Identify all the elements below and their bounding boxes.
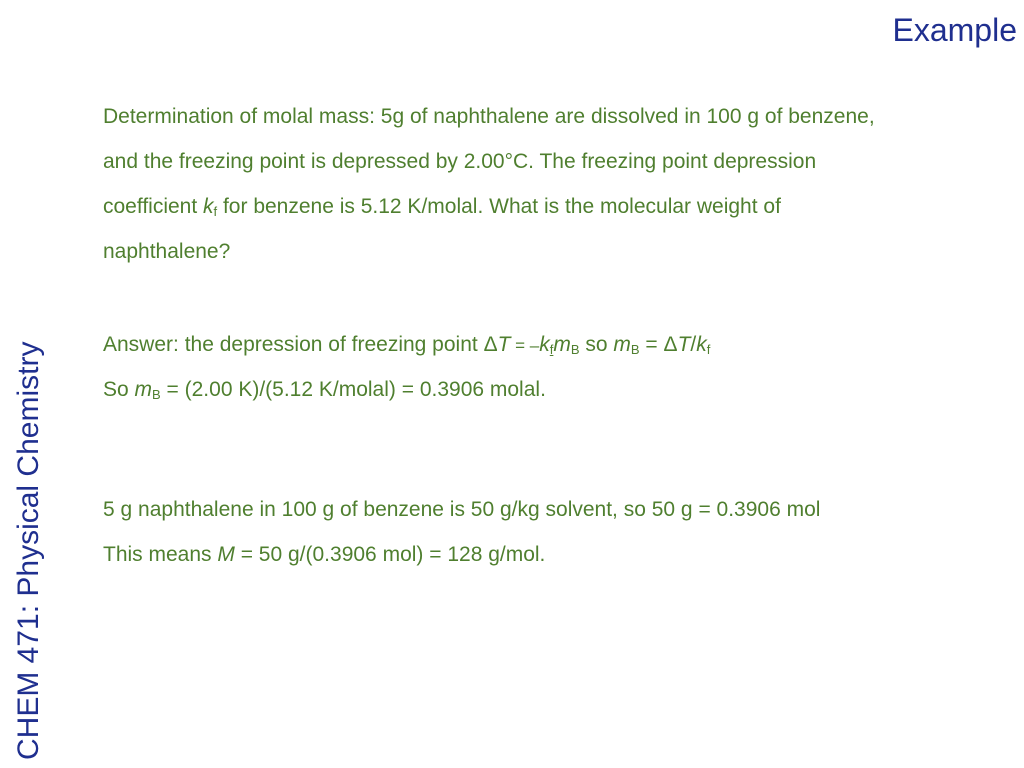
answer-text-fragment: = (2.00 K)/(5.12 K/molal) = 0.3906 molal. <box>160 378 546 401</box>
subscript-b: B <box>570 342 580 357</box>
k-symbol: k <box>696 333 707 356</box>
question-text-fragment: for benzene is 5.12 K/molal. What is the molecular weight of <box>217 195 781 218</box>
equals-sign: = <box>639 333 664 356</box>
k-symbol: k <box>539 333 550 356</box>
molar-mass-symbol: M <box>217 543 235 566</box>
subscript-f: f <box>213 204 218 219</box>
course-title: CHEM 471: Physical Chemistry <box>12 341 45 760</box>
freezing-coefficient-symbol: k <box>203 195 214 218</box>
conclusion-text-fragment: = 50 g/(0.3906 mol) = 128 g/mol. <box>234 543 546 566</box>
answer-line <box>103 322 710 367</box>
conclusion-line <box>103 532 820 577</box>
answer-line <box>103 367 710 412</box>
question-line: and the freezing point is depressed by 2.00°C. The freezing point depression <box>103 150 817 173</box>
temperature-symbol: T <box>497 333 511 356</box>
m-symbol: m <box>613 333 631 356</box>
conclusion-line: 5 g naphthalene in 100 g of benzene is 50 g/kg solvent, so 50 g = 0.3906 mol <box>103 498 821 521</box>
question-text <box>103 94 875 274</box>
question-line: naphthalene? <box>103 240 231 263</box>
subscript-b: B <box>630 342 640 357</box>
subscript-b: B <box>152 387 161 402</box>
slide-title: Example <box>892 12 1017 48</box>
m-symbol: m <box>134 378 153 401</box>
conclusion-text-fragment: This means <box>103 543 218 566</box>
slash-symbol: / <box>690 333 697 356</box>
equals-negative: = – <box>510 336 540 355</box>
answer-text <box>103 322 710 412</box>
question-line <box>103 184 875 229</box>
question-text-fragment: coefficient <box>103 195 204 218</box>
delta-symbol: Δ <box>663 333 678 356</box>
delta-symbol: Δ <box>483 333 498 356</box>
question-line: Determination of molal mass: 5g of naphthalene are dissolved in 100 g of benzene, <box>103 105 875 128</box>
subscript-f: f <box>706 342 711 357</box>
conclusion-text <box>103 487 820 577</box>
answer-text-fragment: Answer: the depression of freezing point <box>103 333 484 356</box>
subscript-f: f <box>549 342 554 357</box>
answer-text-fragment: so <box>579 333 614 356</box>
answer-text-fragment: So <box>103 378 135 401</box>
m-symbol: m <box>553 333 571 356</box>
temperature-symbol: T <box>677 333 691 356</box>
